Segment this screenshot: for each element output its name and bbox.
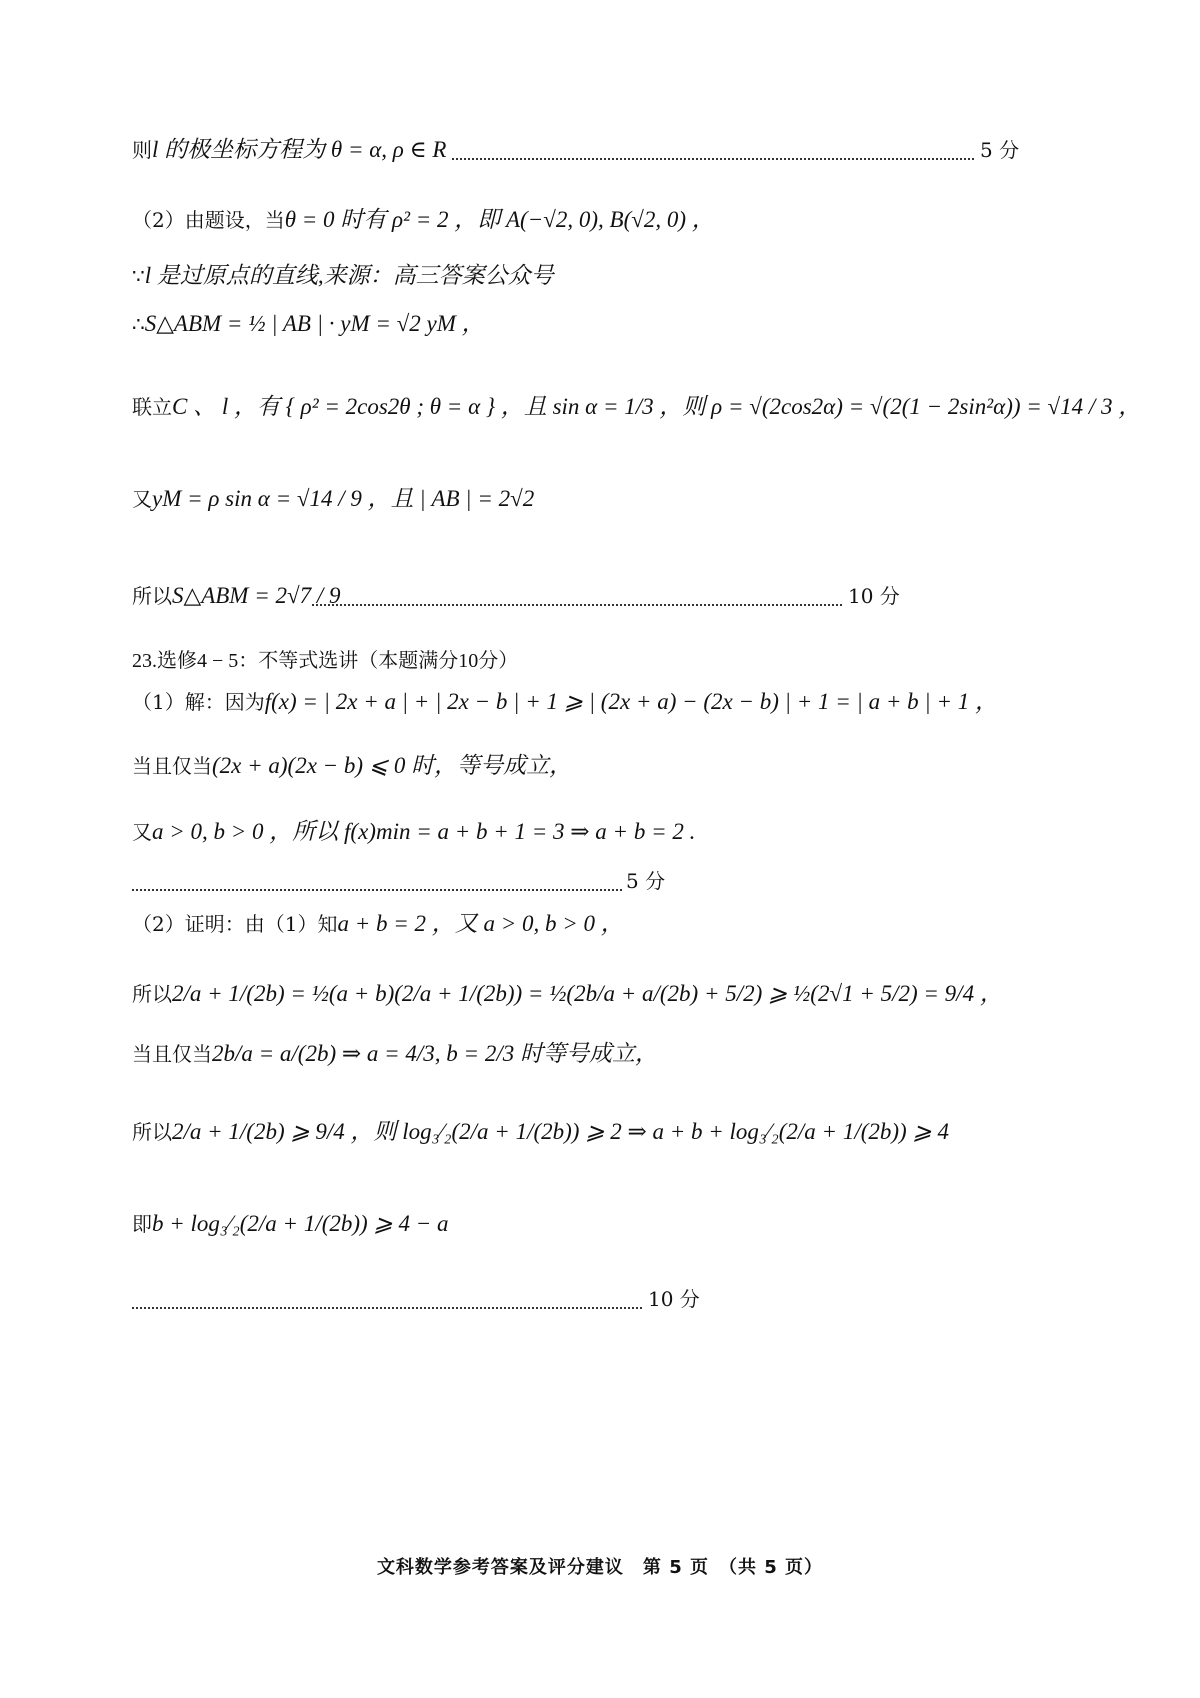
line-equality-condition: 当且仅当(2x + a)(2x − b) ⩽ 0 时，等号成立，	[132, 753, 573, 778]
score-label: 5 分	[626, 869, 666, 893]
line-combine: 联立C 、 l ，有 { ρ² = 2cos2θ ; θ = α } ，且 sin α = 1/3 ，则 ρ = √(2cos2α) = √(2(1 − 2sin²α)) = √14 / 3 ，	[132, 394, 1142, 419]
line-part1-solution: （1）解：因为f(x) = | 2x + a | + | 2x − b | + 1 ⩾ | (2x + a) − (2x − b) | + 1 = | a + b | + 1 ，	[132, 689, 998, 714]
score-label: 5 分	[980, 138, 1020, 162]
line-ym: 又yM = ρ sin α = √14 / 9 ，且 | AB | = 2√2	[132, 486, 535, 511]
line-therefore-area: ∴S△ABM = ½ | AB | · yM = √2 yM ，	[132, 311, 485, 336]
dot-leader	[312, 584, 842, 606]
dot-leader	[452, 138, 974, 160]
line-part2-proof: （2）证明：由（1）知a + b = 2 ，又 a > 0, b > 0 ，	[132, 911, 624, 936]
line-inequality-chain: 所以2/a + 1/(2b) = ½(a + b)(2/a + 1/(2b)) = ½(2b/a + a/(2b) + 5/2) ⩾ ½(2√1 + 5/2) = 9/4 ，	[132, 981, 1003, 1006]
score-label: 10 分	[848, 584, 900, 608]
page-footer: 文科数学参考答案及评分建议 第 5 页 （共 5 页）	[376, 1557, 824, 1578]
dot-leader	[132, 1287, 642, 1309]
line-because: ∵l 是过原点的直线,来源：高三答案公众号	[132, 263, 554, 288]
line-min-value: 又a > 0, b > 0 ，所以 f(x)min = a + b + 1 = 3 ⇒ a + b = 2 .	[132, 819, 696, 844]
line-area-result: 所以S△ABM = 2√7 / 9	[132, 583, 341, 608]
dot-leader	[132, 869, 622, 891]
line-equality-values: 当且仅当2b/a = a/(2b) ⇒ a = 4/3, b = 2/3 时等号成立，	[132, 1041, 658, 1066]
line-conclusion: 即b + log₃⁄₂(2/a + 1/(2b)) ⩾ 4 − a	[132, 1211, 449, 1236]
line-part2-setup: （2）由题设，当θ = 0 时有 ρ² = 2 ，即 A(−√2, 0), B(√2, 0) ，	[132, 207, 715, 232]
line-log-inequality: 所以2/a + 1/(2b) ⩾ 9/4 ，则 log₃⁄₂(2/a + 1/(2b)) ⩾ 2 ⇒ a + b + log₃⁄₂(2/a + 1/(2b)) ⩾ 4	[132, 1119, 949, 1144]
line-question-23: 23.选修4 − 5：不等式选讲（本题满分10分）	[132, 650, 519, 672]
line-polar-equation: 则l 的极坐标方程为 θ = α, ρ ∈ R	[132, 137, 447, 162]
score-label: 10 分	[648, 1287, 700, 1311]
